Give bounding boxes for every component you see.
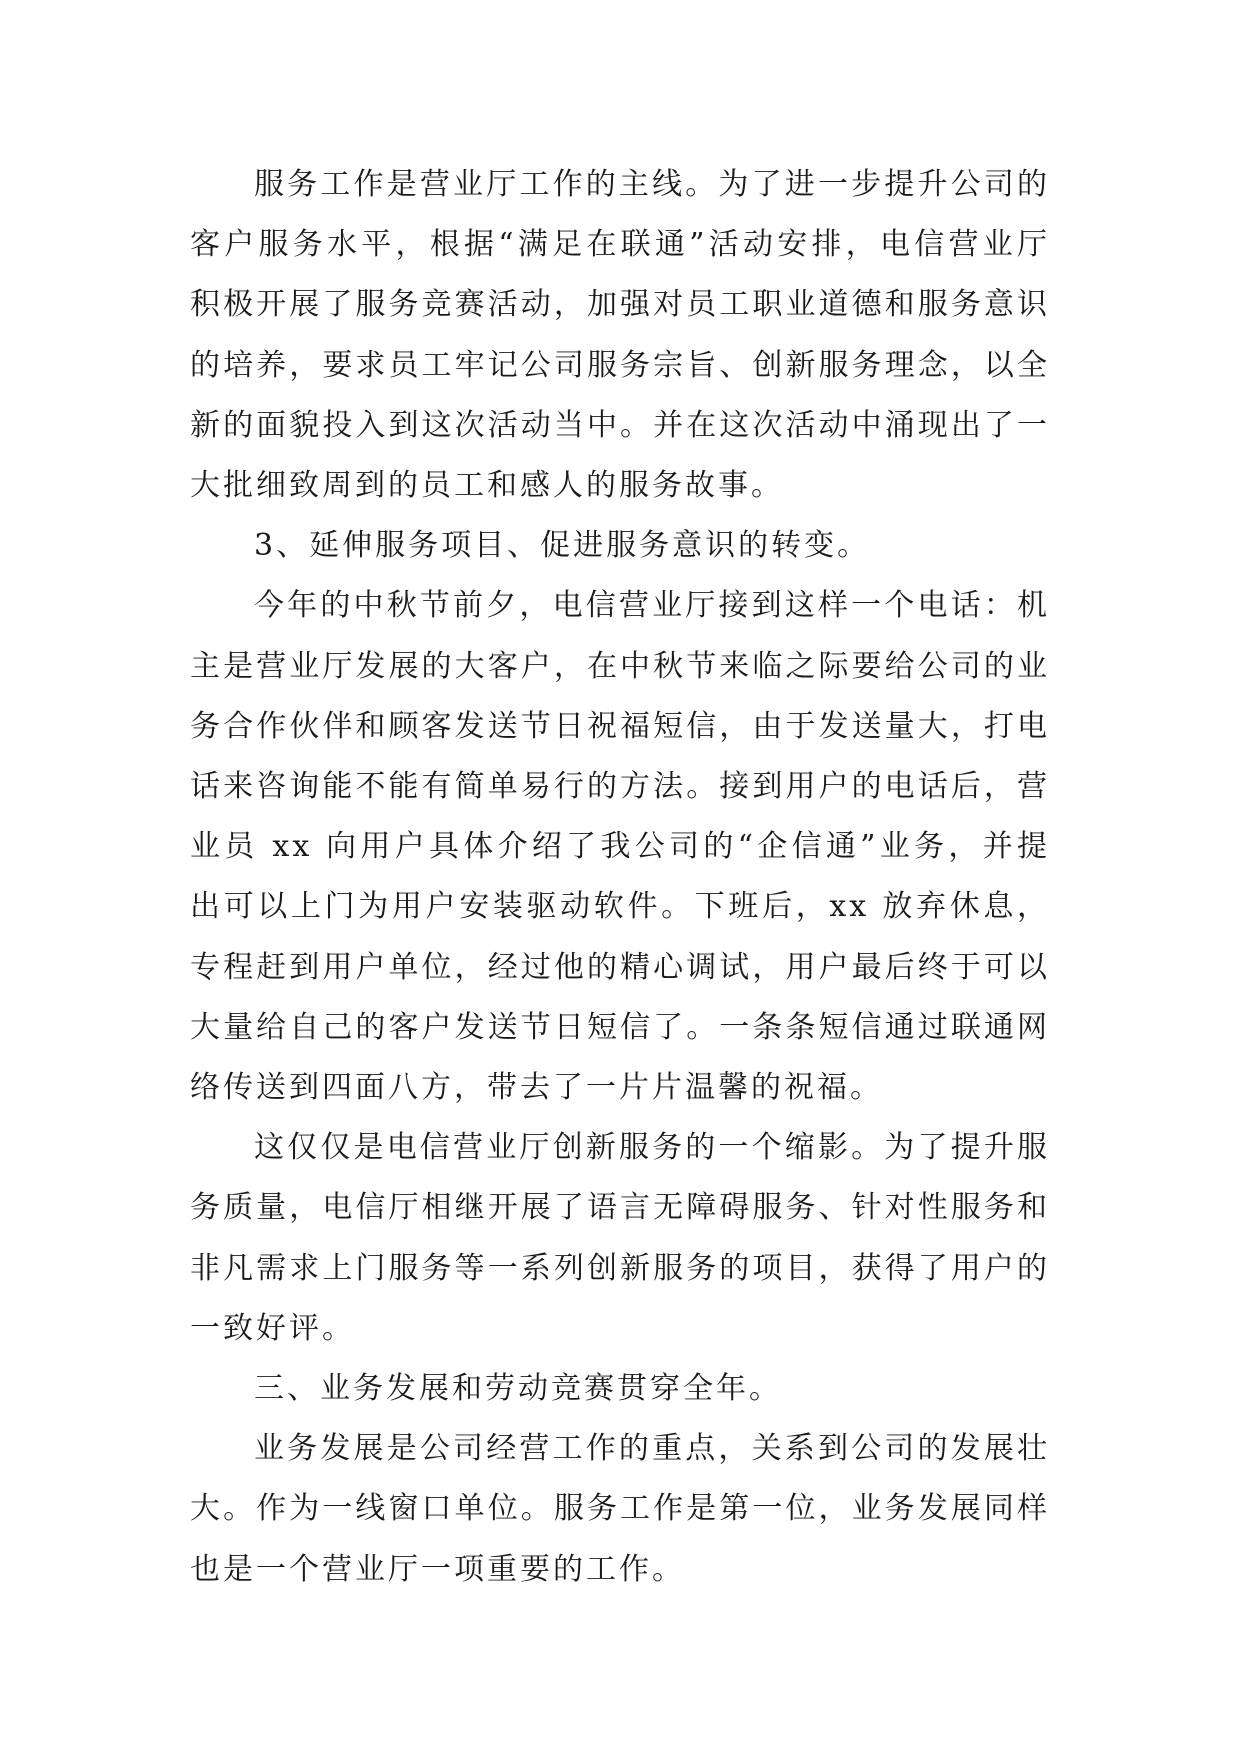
paragraph: 今年的中秋节前夕，电信营业厅接到这样一个电话：机主是营业厅发展的大客户，在中秋节来临之际要给公司的业务合作伙伴和顾客发送节日祝福短信，由于发送量大，打电话来咨询能不能有简单易行的方法。接到用户的电话后，营业员 xx 向用户具体介绍了我公司的“企信通”业务，并提出可以上门为用户安装驱动软件。下班后，xx 放弃休息，专程赶到用户单位，经过他的精心调试，用户最后终于可以大量给自己的客户发送节日短信了。一条条短信通过联通网络传送到四面八方，带去了一片片温馨的祝福。 (190, 588, 1050, 1106)
section-heading: 3、延伸服务项目、促进服务意识的转变。 (254, 528, 871, 564)
paragraph: 服务工作是营业厅工作的主线。为了进一步提升公司的客户服务水平，根据“满足在联通”活动安排，电信营业厅积极开展了服务竞赛活动，加强对员工职业道德和服务意识的培养，要求员工牢记公司服务宗旨、创新服务理念，以全新的面貌投入到这次活动当中。并在这次活动中涌现出了一大批细致周到的员工和感人的服务故事。 (190, 167, 1050, 504)
paragraph: 这仅仅是电信营业厅创新服务的一个缩影。为了提升服务质量，电信厅相继开展了语言无障碍服务、针对性服务和非凡需求上门服务等一系列创新服务的项目，获得了用户的一致好评。 (190, 1130, 1050, 1346)
section-heading: 三、业务发展和劳动竞赛贯穿全年。 (254, 1371, 782, 1407)
document-body (190, 155, 1050, 1600)
paragraph: 业务发展是公司经营工作的重点，关系到公司的发展壮大。作为一线窗口单位。服务工作是第一位，业务发展同样也是一个营业厅一项重要的工作。 (190, 1431, 1050, 1587)
